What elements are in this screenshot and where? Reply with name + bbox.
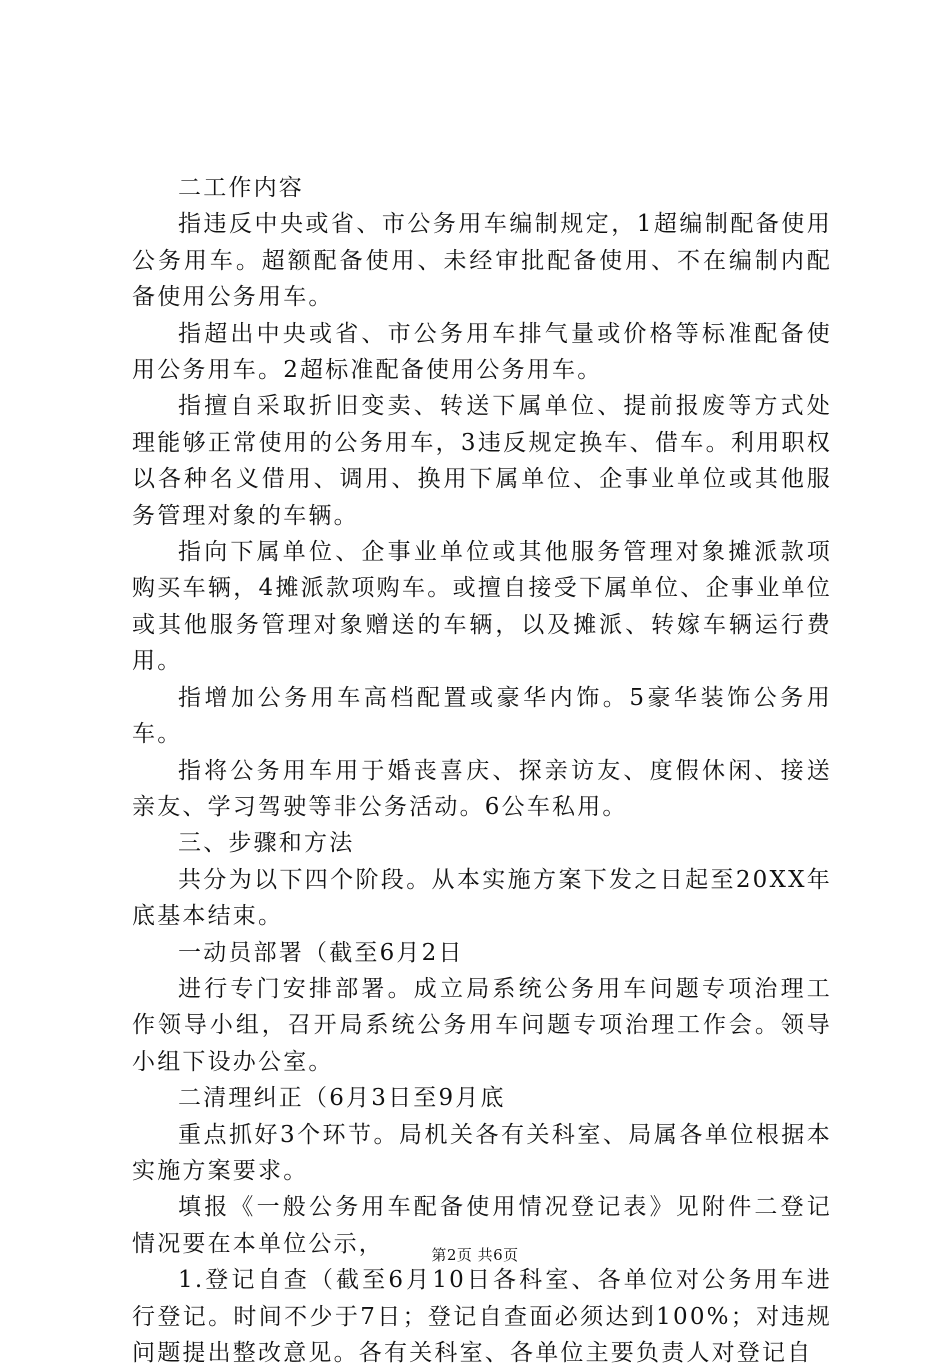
paragraph-three-links: 重点抓好3个环节。局机关各有关科室、局属各单位根据本实施方案要求。: [132, 1121, 832, 1184]
paragraph-registration-form: 填报《一般公务用车配备使用情况登记表》见附件二登记情况要在本单位公示，: [132, 1194, 832, 1257]
section-heading-work-content: 二工作内容: [178, 175, 304, 201]
section-heading-steps-methods: 三、步骤和方法: [178, 830, 355, 857]
paragraph-self-check: 1.登记自查（截至6月10日各科室、各单位对公务用车进行登记。时间不少于7日；登记自查面必须达到100%；对违规问题提出整改意见。各有关科室、各单位主要负责人对登记自: [132, 1267, 832, 1366]
page-footer: 第2页 共6页: [431, 1246, 519, 1264]
paragraph-apportion-purchase: 指向下属单位、企事业单位或其他服务管理对象摊派款项购买车辆，4摊派款项购车。或擅自接受下属单位、企事业单位或其他服务管理对象赠送的车辆，以及摊派、转嫁车辆运行费用。: [132, 539, 832, 675]
document-body: [132, 170, 832, 1371]
subheading-cleanup: 二清理纠正（6月3日至9月底: [178, 1085, 506, 1112]
paragraph-over-standard: 指超出中央或省、市公务用车排气量或价格等标准配备使用公务用车。2超标准配备使用公务用车。: [132, 320, 832, 384]
paragraph-car-exchange: 指擅自采取折旧变卖、转送下属单位、提前报废等方式处理能够正常使用的公务用车，3违反规定换车、借车。利用职权以各种名义借用、调用、换用下属单位、企事业单位或其他服务管理对象的车辆。: [132, 393, 832, 529]
paragraph-four-stages: 共分为以下四个阶段。从本实施方案下发之日起至20XX年底基本结束。: [132, 866, 832, 930]
paragraph-private-use: 指将公务用车用于婚丧喜庆、探亲访友、度假休闲、接送亲友、学习驾驶等非公务活动。6公车私用。: [132, 757, 832, 820]
paragraph-over-quota: 指违反中央或省、市公务用车编制规定，1超编制配备使用公务用车。超额配备使用、未经审批配备使用、不在编制内配备使用公务用车。: [132, 211, 832, 311]
paragraph-mobilization: 进行专门安排部署。成立局系统公务用车问题专项治理工作领导小组，召开局系统公务用车问题专项治理工作会。领导小组下设办公室。: [132, 975, 832, 1075]
subheading-mobilization: 一动员部署（截至6月2日: [178, 939, 464, 966]
paragraph-luxury-decoration: 指增加公务用车高档配置或豪华内饰。5豪华装饰公务用车。: [132, 684, 832, 748]
